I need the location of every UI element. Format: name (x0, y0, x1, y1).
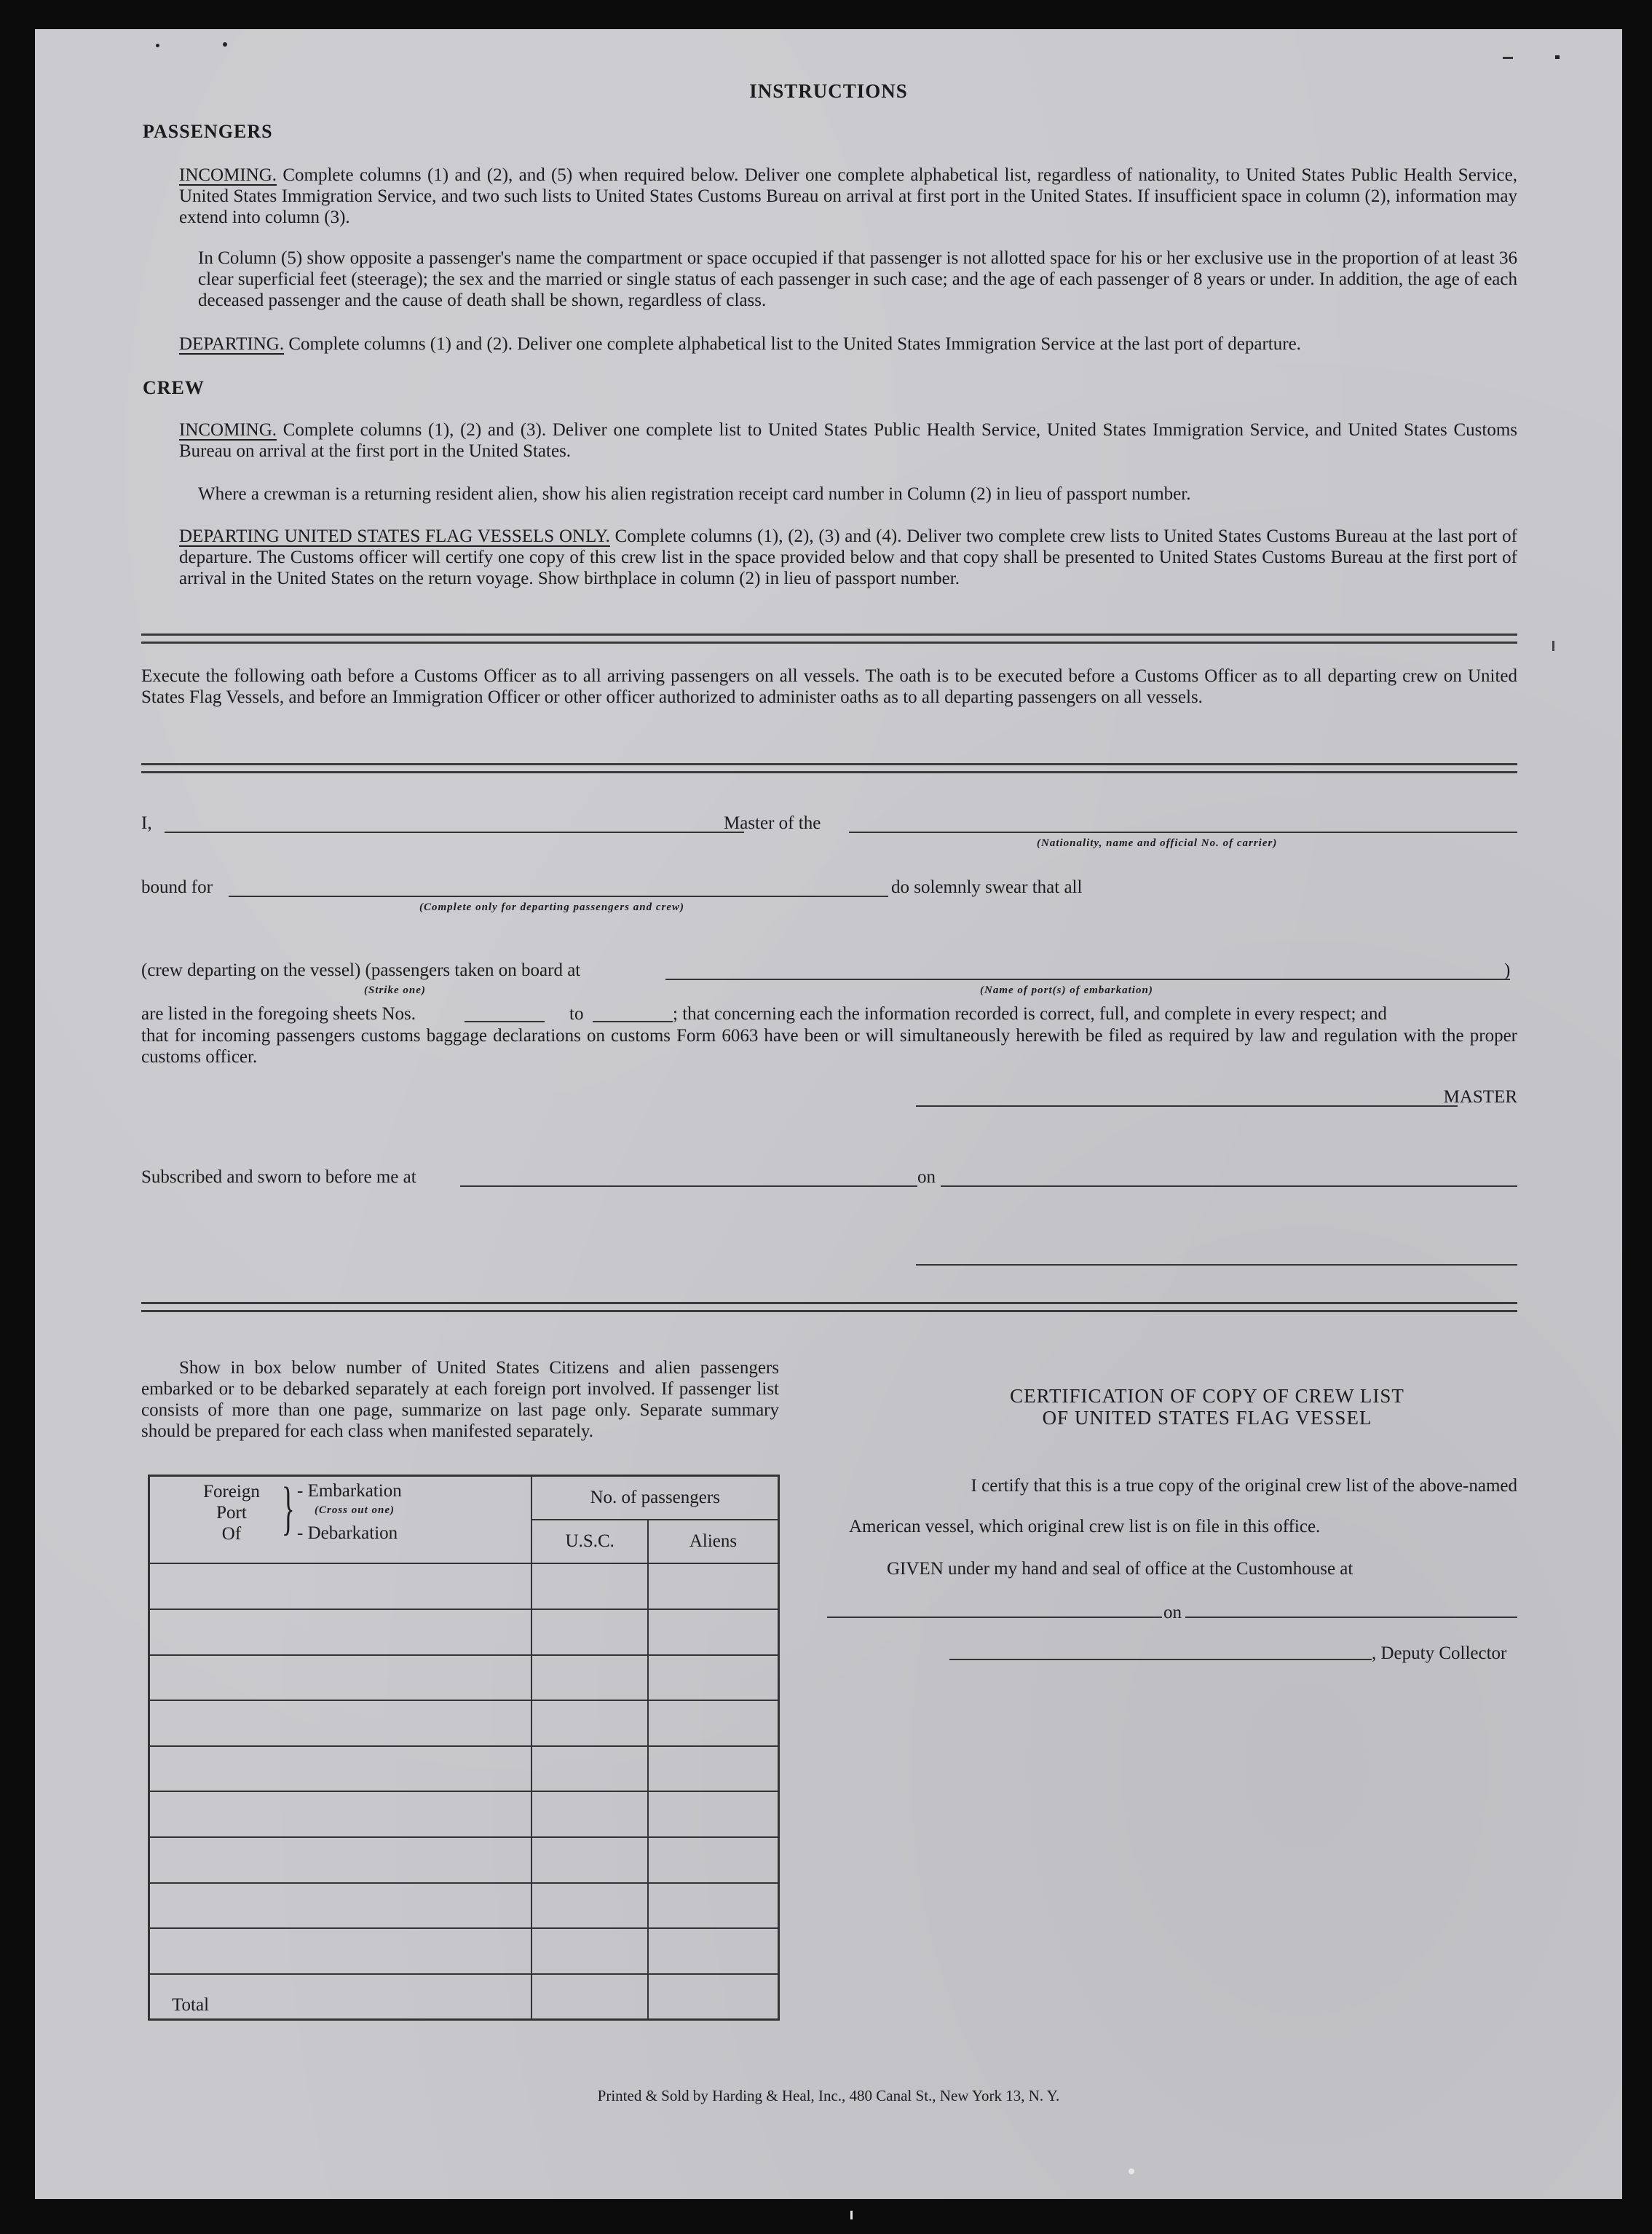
summary-text: Show in box below number of United States Citizens and alien passengers embarked or to be debarked separately at each foreign port involved. If passenger list consists of more than one page, summarize on last page only. Separate summary should be prepared for each class when manifested separately. (141, 1358, 779, 1441)
divider-double-2 (141, 763, 1517, 773)
total-row (149, 1974, 779, 2020)
officer-signature-line[interactable] (916, 1264, 1517, 1266)
subscribed-date-line[interactable] (941, 1185, 1517, 1187)
bound-for-line[interactable] (229, 896, 888, 897)
certify-line-2: American vessel, which original crew list is on file in this office. (849, 1517, 1321, 1536)
carrier-line[interactable] (849, 832, 1517, 833)
usc-cell[interactable] (531, 1928, 648, 1974)
strike-one-hint: (Strike one) (364, 984, 426, 996)
aliens-cell[interactable] (648, 1883, 778, 1929)
scan-speck (156, 44, 159, 47)
usc-cell[interactable] (531, 1883, 648, 1929)
sheets-from-line[interactable] (465, 1021, 545, 1022)
divider-double-3 (141, 1302, 1517, 1312)
master-signature-line[interactable] (916, 1105, 1458, 1107)
embarkation-ports-line[interactable] (665, 979, 1510, 980)
subscribed-label: Subscribed and sworn to before me at (141, 1167, 416, 1187)
certification-date-line[interactable] (1185, 1617, 1517, 1618)
oath-listed-pre: are listed in the foregoing sheets Nos. (141, 1004, 416, 1024)
crew-heading: CREW (143, 377, 205, 398)
port-cell[interactable] (149, 1746, 532, 1792)
nationality-hint: (Nationality, name and official No. of carrier) (1037, 837, 1278, 849)
master-name-line[interactable] (165, 832, 744, 833)
passengers-heading: PASSENGERS (143, 121, 273, 142)
customhouse-line[interactable] (827, 1617, 1162, 1618)
embarkation-label: - Embarkation (297, 1481, 402, 1501)
of-label: Of (221, 1524, 242, 1544)
subscribed-place-line[interactable] (460, 1185, 917, 1187)
port-cell[interactable] (149, 1609, 532, 1655)
port-cell[interactable] (149, 1791, 532, 1837)
table-row (149, 1609, 779, 1655)
scan-speck (1552, 641, 1554, 651)
port-cell[interactable] (149, 1563, 532, 1609)
table-row (149, 1883, 779, 1929)
given-line: GIVEN under my hand and seal of office at the Customhouse at (887, 1559, 1353, 1579)
port-cell[interactable] (149, 1655, 532, 1701)
table-row (149, 1563, 779, 1609)
passengers-departing-text: Complete columns (1) and (2). Deliver one complete alphabetical list to the United States Immigration Service at the last port of departure. (284, 334, 1301, 354)
sheets-to-line[interactable] (593, 1021, 673, 1022)
name-of-ports-hint: (Name of port(s) of embarkation) (980, 984, 1153, 996)
aliens-cell[interactable] (648, 1928, 778, 1974)
crew-departing-text: Complete columns (1), (2), (3) and (4). Deliver two complete crew lists to United States Customs Bureau at the last port of departure. The Customs officer will certify one copy of this crew list in the space provided below and that copy shall be presented to United States Customs Bureau at the first port of arrival in the United States on the return voyage. Show birthplace in column (2) in lieu of passport number. (179, 526, 1517, 588)
table-row (149, 1928, 779, 1974)
oath-intro-paragraph: Execute the following oath before a Customs Officer as to all arriving passengers on all vessels. The oath is to be executed before a Customs Officer as to all departing crew on United States Flag Vessels, and before an Immigration Officer or other officer authorized to administer oaths as to all departing passengers on all vessels. (141, 666, 1517, 707)
usc-cell[interactable] (531, 1791, 648, 1837)
passengers-incoming-label: INCOMING. (179, 165, 277, 185)
aliens-cell[interactable] (648, 1563, 778, 1609)
aliens-cell[interactable] (648, 1609, 778, 1655)
debarkation-label: - Debarkation (297, 1523, 398, 1543)
certification-title (807, 1385, 1608, 1429)
usc-cell[interactable] (531, 1746, 648, 1792)
usc-cell[interactable] (531, 1655, 648, 1701)
printer-footer: Printed & Sold by Harding & Heal, Inc., 480 Canal St., New York 13, N. Y. (597, 2087, 1060, 2104)
certification-on: on (1163, 1603, 1182, 1622)
passengers-column5-paragraph: In Column (5) show opposite a passenger's name the compartment or space occupied if that passenger is not allotted space for his or her exclusive use in the proportion of at least 36 clear superficial feet (steerage); the sex and the married or single status of each passenger in such case; and the age of each passenger of 8 years or under. In addition, the age of each deceased passenger and the cause of death shall be shown, regardless of class. (198, 248, 1517, 310)
crew-crewman-paragraph: Where a crewman is a returning resident alien, show his alien registration receipt card number in Column (2) in lieu of passport number. (198, 484, 1191, 504)
usc-total-cell[interactable] (531, 1974, 648, 2020)
oath-master-of-the: Master of the (724, 813, 821, 833)
oath-do-solemnly: do solemnly swear that all (891, 877, 1083, 897)
certify-line-1: I certify that this is a true copy of the original crew list of the above-named (971, 1476, 1517, 1496)
passenger-summary-table (148, 1475, 780, 2021)
oath-listed-to: to (569, 1004, 584, 1024)
usc-cell[interactable] (531, 1700, 648, 1746)
aliens-cell[interactable] (648, 1700, 778, 1746)
scan-speck (223, 42, 227, 47)
aliens-cell[interactable] (648, 1655, 778, 1701)
foreign-label: Foreign (203, 1482, 260, 1501)
table-row (149, 1837, 779, 1883)
certification-title-line-2: OF UNITED STATES FLAG VESSEL (1042, 1407, 1372, 1429)
table-row (149, 1746, 779, 1792)
usc-header: U.S.C. (531, 1520, 648, 1563)
oath-listed-rest: that for incoming passengers customs baggage declarations on customs Form 6063 have been or will simultaneously herewith be filed as required by law and regulation with the proper customs officer. (141, 1026, 1517, 1067)
aliens-cell[interactable] (648, 1791, 778, 1837)
oath-listed-post: ; that concerning each the information recorded is correct, full, and complete in every respect; and (673, 1004, 1387, 1024)
crew-departing-paragraph (179, 526, 1517, 589)
port-cell[interactable] (149, 1883, 532, 1929)
deputy-collector-label: , Deputy Collector (1372, 1643, 1507, 1663)
subscribed-on: on (917, 1167, 936, 1187)
passengers-incoming-paragraph (179, 165, 1517, 228)
aliens-header: Aliens (648, 1520, 778, 1563)
complete-only-hint: (Complete only for departing passengers and crew) (419, 901, 684, 913)
certification-title-line-1: CERTIFICATION OF COPY OF CREW LIST (1010, 1385, 1404, 1407)
port-label: Port (216, 1503, 247, 1523)
oath-crew-departing: (crew departing on the vessel) (passengers taken on board at (141, 960, 581, 980)
crew-incoming-label: INCOMING. (179, 420, 277, 440)
scan-speck (1555, 55, 1560, 59)
brace-icon: } (281, 1475, 295, 1541)
no-of-passengers-header: No. of passengers (531, 1476, 778, 1520)
passengers-incoming-text: Complete columns (1) and (2), and (5) when required below. Deliver one complete alphabetical list, regardless of nationality, to United States Public Health Service, United States Immigration Service, and two such lists to United States Customs Bureau on arrival at first port in the United States. If insufficient space in column (2), information may extend into column (3). (179, 165, 1517, 227)
crew-incoming-text: Complete columns (1), (2) and (3). Deliver one complete list to United States Public Health Service, United States Immigration Service, and United States Customs Bureau on arrival at the first port in the United States. (179, 420, 1517, 461)
cross-out-hint: (Cross out one) (315, 1504, 395, 1516)
total-label: Total (149, 1974, 532, 2020)
aliens-cell[interactable] (648, 1746, 778, 1792)
passengers-departing-paragraph (179, 333, 1517, 355)
scan-speck (1129, 2168, 1134, 2174)
scan-speck (1503, 57, 1513, 59)
table-row (149, 1791, 779, 1837)
passengers-departing-label: DEPARTING. (179, 334, 285, 354)
foreign-port-header (149, 1476, 532, 1564)
scan-speck (850, 2211, 853, 2219)
usc-cell[interactable] (531, 1609, 648, 1655)
usc-cell[interactable] (531, 1563, 648, 1609)
oath-bound-for: bound for (141, 877, 213, 897)
crew-departing-label: DEPARTING UNITED STATES FLAG VESSELS ONLY. (179, 526, 610, 546)
aliens-total-cell[interactable] (648, 1974, 778, 2020)
oath-i-label: I, (141, 813, 152, 833)
port-cell[interactable] (149, 1837, 532, 1883)
master-label: MASTER (1443, 1087, 1517, 1107)
aliens-cell[interactable] (648, 1837, 778, 1883)
form-page (35, 29, 1622, 2199)
oath-close-paren: ) (1504, 960, 1511, 980)
port-cell[interactable] (149, 1700, 532, 1746)
usc-cell[interactable] (531, 1837, 648, 1883)
instructions-title: INSTRUCTIONS (749, 80, 908, 102)
summary-paragraph (141, 1357, 779, 1442)
table-row (149, 1700, 779, 1746)
table-row (149, 1655, 779, 1701)
crew-incoming-paragraph (179, 419, 1517, 462)
port-cell[interactable] (149, 1928, 532, 1974)
divider-double-1 (141, 634, 1517, 644)
deputy-signature-line[interactable] (949, 1659, 1372, 1660)
